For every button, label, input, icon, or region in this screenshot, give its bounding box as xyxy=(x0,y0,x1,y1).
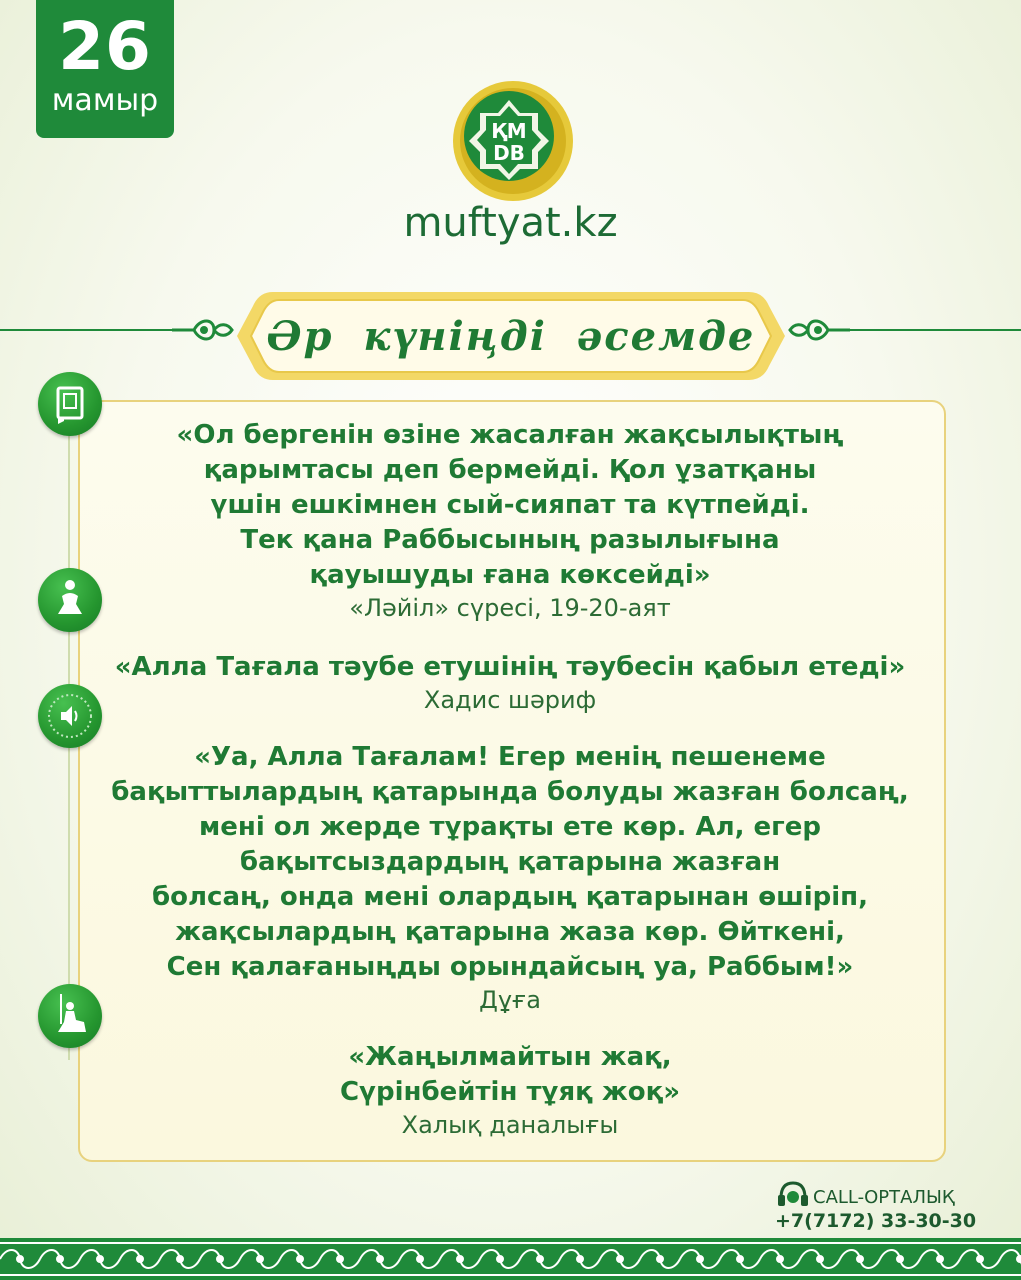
ornament-dot xyxy=(817,1256,823,1262)
ornament-dot xyxy=(537,1256,543,1262)
quote-source: Халық даналығы xyxy=(401,1111,619,1139)
ornament-dot xyxy=(297,1256,303,1262)
headset-icon xyxy=(777,1180,809,1210)
ornament-dot xyxy=(937,1256,943,1262)
date-badge xyxy=(36,0,174,138)
ornament-dot xyxy=(617,1256,623,1262)
banner-title: Әр күніңді әсемде xyxy=(266,312,756,360)
ornament-dot xyxy=(377,1256,383,1262)
ornament-dot xyxy=(57,1256,63,1262)
divider-right xyxy=(831,329,1021,331)
logo-text-bottom: DB xyxy=(493,141,525,165)
quote-text: «Уа, Алла Тағалам! Егер менің пешенеме бақыттылардың қатарында болуды жазған болсаң, мені ол жерде тұрақты ете көр. Ал, егер бақытсыздардың қатарына жазған болсаң, онда мені олардың қатарынан өшіріп, жақсылардың қатарына жаза көр. Өйткені, Сен қалағаныңды орындайсың уа, Раббым!» xyxy=(111,742,909,982)
call-center-label: CALL-ОРТАЛЫҚ xyxy=(813,1187,955,1208)
ornament-dot xyxy=(257,1256,263,1262)
ornament-dot xyxy=(697,1256,703,1262)
quote-source: Хадис шәриф xyxy=(423,686,597,714)
date-day: 26 xyxy=(58,8,152,85)
quote-block-3 xyxy=(80,740,940,1015)
ornament-dot xyxy=(657,1256,663,1262)
ornament-left-icon xyxy=(170,312,234,348)
quote-text: «Алла Тағала тәубе етушінің тәубесін қабыл етеді» xyxy=(114,652,906,682)
ornament-dot xyxy=(857,1256,863,1262)
ornament-right-icon xyxy=(788,312,852,348)
ornament-dot xyxy=(217,1256,223,1262)
quote-text: «Ол бергенін өзіне жасалған жақсылықтың қарымтасы деп бермейді. Қол ұзатқаны үшін ешкімнен сый-сияпат та күтпейді. Тек қана Раббысының разылығына қауышуды ғана көксейді» xyxy=(176,420,844,590)
ornament-dot xyxy=(1017,1256,1021,1262)
site-name[interactable]: muftyat.kz xyxy=(403,200,618,246)
ornament-dot xyxy=(417,1256,423,1262)
divider-left xyxy=(0,329,190,331)
ornament-dot xyxy=(977,1256,983,1262)
quote-block-2 xyxy=(80,650,940,715)
quote-block-1 xyxy=(80,418,940,623)
ornament-dot xyxy=(737,1256,743,1262)
quote-block-4 xyxy=(80,1040,940,1140)
ornament-dot xyxy=(497,1256,503,1262)
call-center-phone[interactable]: +7(7172) 33-30-30 xyxy=(775,1210,977,1232)
ornament-dot xyxy=(457,1256,463,1262)
logo-text-top: ҚМ xyxy=(491,119,527,143)
ornament-border xyxy=(0,1238,1021,1280)
ornament-dot xyxy=(777,1256,783,1262)
ornament-dot xyxy=(337,1256,343,1262)
quote-text: «Жаңылмайтын жақ, Сүрінбейтін тұяқ жоқ» xyxy=(339,1042,681,1107)
ornament-dot xyxy=(97,1256,103,1262)
ornament-dot xyxy=(137,1256,143,1262)
quote-source: «Ләйіл» сүресі, 19-20-аят xyxy=(349,594,671,622)
date-month: мамыр xyxy=(51,83,159,118)
ornament-dot xyxy=(17,1256,23,1262)
muftyat-logo[interactable] xyxy=(452,80,574,202)
quote-source: Дұға xyxy=(479,986,541,1014)
ornament-dot xyxy=(897,1256,903,1262)
ornament-dot xyxy=(577,1256,583,1262)
ornament-dot xyxy=(177,1256,183,1262)
